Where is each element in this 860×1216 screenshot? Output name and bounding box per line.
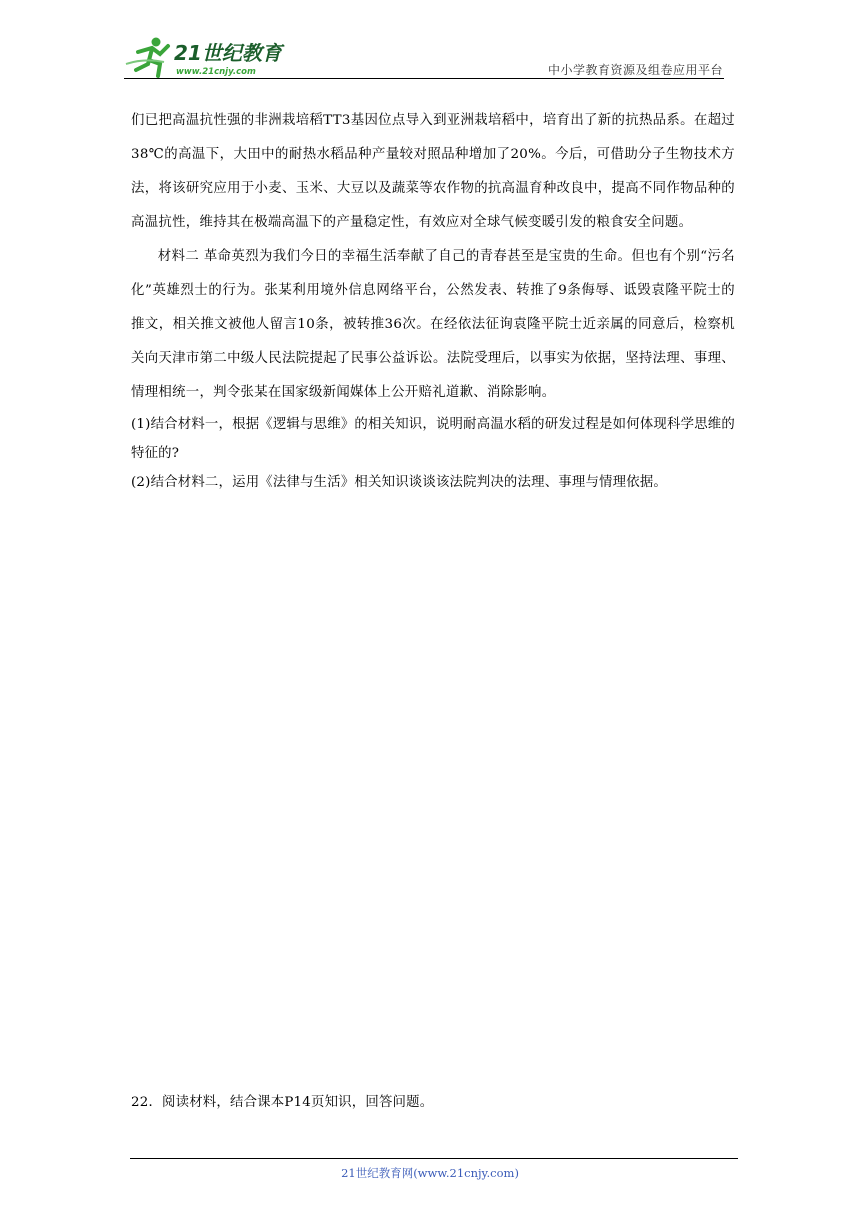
question-2: (2)结合材料二，运用《法律与生活》相关知识谈谈该法院判决的法理、事理与情理依据。: [131, 475, 668, 490]
footer-link[interactable]: 21世纪教育网(www.21cnjy.com): [341, 1166, 519, 1180]
runner-icon: [126, 38, 168, 77]
logo-url: www.21cnjy.com: [176, 67, 256, 77]
platform-name: 中小学教育资源及组卷应用平台: [547, 63, 723, 77]
logo-text: 21世纪教育: [174, 41, 282, 65]
question-22: 22．阅读材料，结合课本P14页知识，回答问题。: [131, 1095, 434, 1110]
document-body: [131, 104, 735, 497]
site-logo: [124, 34, 294, 80]
material-one-paragraph: 们已把高温抗性强的非洲栽培稻TT3基因位点导入到亚洲栽培稻中，培育出了新的抗热品系。在超过38℃的高温下，大田中的耐热水稻品种产量较对照品种增加了20%。今后，可借助分子生物技术方法，将该研究应用于小麦、玉米、大豆以及蔬菜等农作物的抗高温育种改良中，提高不同作物品种的高温抗性，维持其在极端高温下的产量稳定性，有效应对全球气候变暖引发的粮食安全问题。: [131, 113, 735, 230]
header-divider: [124, 78, 724, 79]
page-header: [0, 0, 860, 90]
footer-divider: [130, 1158, 738, 1159]
material-two-paragraph: 材料二 革命英烈为我们今日的幸福生活奉献了自己的青春甚至是宝贵的生命。但也有个别“污名化”英雄烈士的行为。张某利用境外信息网络平台，公然发表、转推了9条侮辱、诋毁袁隆平院士的推文，相关推文被他人留言10条，被转推36次。在经依法征询袁隆平院士近亲属的同意后，检察机关向天津市第二中级人民法院提起了民事公益诉讼。法院受理后，以事实为依据，坚持法理、事理、情理相统一，判令张某在国家级新闻媒体上公开赔礼道歉、消除影响。: [131, 249, 735, 400]
question-1: (1)结合材料一，根据《逻辑与思维》的相关知识，说明耐高温水稻的研发过程是如何体现科学思维的特征的?: [131, 417, 735, 461]
